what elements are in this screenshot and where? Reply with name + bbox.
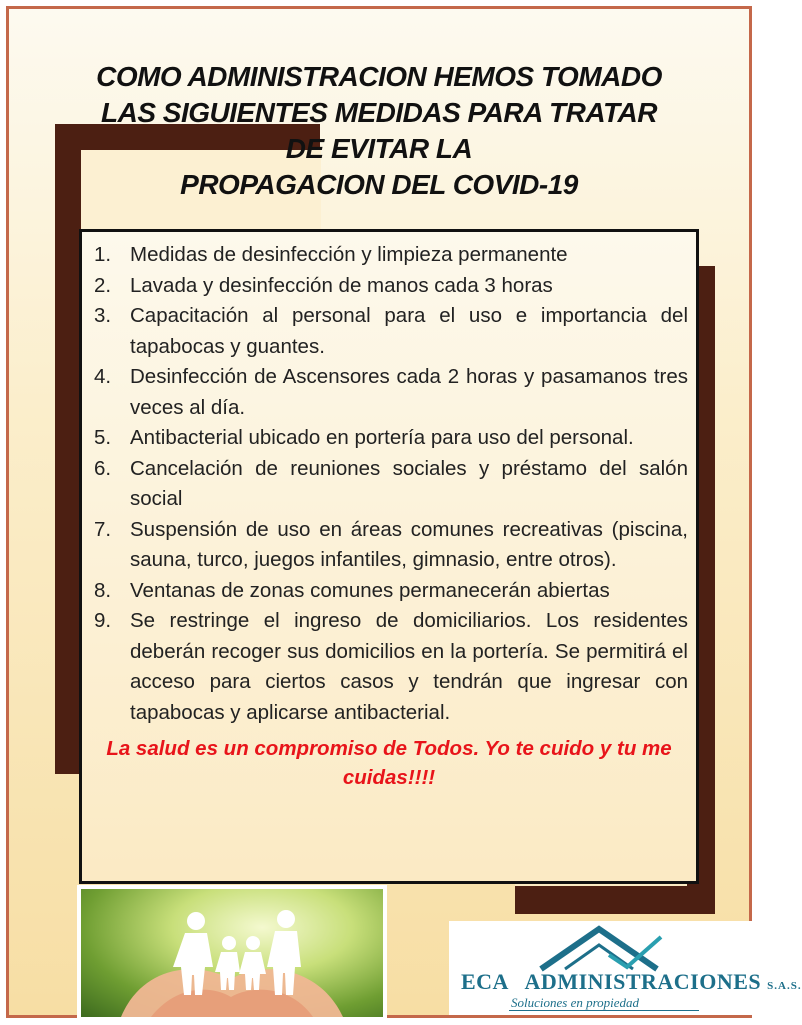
- measures-list: [82, 232, 696, 728]
- company-logo: [449, 921, 802, 1015]
- measure-text: Medidas de desinfección y limpieza permanente: [130, 243, 568, 266]
- logo-suffix: S.A.S.: [767, 980, 802, 992]
- measure-number: 8.: [94, 578, 112, 602]
- logo-brand: ECA: [461, 969, 508, 994]
- measure-item: [94, 240, 688, 271]
- measure-text: Antibacterial ubicado en portería para uso del personal.: [130, 426, 634, 449]
- measure-item: [94, 515, 688, 576]
- measure-item: [94, 271, 688, 302]
- measure-number: 5.: [94, 426, 112, 449]
- logo-name: ADMINISTRACIONES: [524, 969, 762, 994]
- measure-text: Cancelación de reuniones sociales y préstamo del salón social: [130, 456, 688, 510]
- poster-frame: [6, 6, 802, 1018]
- title-line: COMO ADMINISTRACION HEMOS TOMADO: [96, 61, 662, 92]
- measure-number: 9.: [94, 609, 112, 632]
- measure-number: 3.: [94, 304, 112, 327]
- title-line: PROPAGACION DEL COVID-19: [180, 169, 578, 200]
- measure-text: Ventanas de zonas comunes permanecerán abiertas: [130, 578, 610, 602]
- title-line: LAS SIGUIENTES MEDIDAS PARA TRATAR: [101, 97, 657, 128]
- measure-number: 6.: [94, 456, 112, 480]
- measure-item: [94, 606, 688, 728]
- measures-box: [79, 229, 699, 884]
- measure-text: Capacitación al personal para el uso e importancia del tapabocas y guantes.: [130, 304, 688, 358]
- family-in-hands-illustration: [77, 885, 387, 1021]
- closing-message: La salud es un compromiso de Todos. Yo te cuido y tu me cuidas!!!!: [106, 737, 672, 789]
- poster-title: [29, 59, 729, 203]
- measure-item: [94, 423, 688, 454]
- measure-item: [94, 362, 688, 423]
- logo-tagline: Soluciones en propiedad: [511, 995, 640, 1010]
- measure-number: 2.: [94, 273, 112, 297]
- family-hands-icon: [81, 889, 383, 1017]
- measure-item: [94, 454, 688, 515]
- measure-number: 7.: [94, 517, 112, 541]
- measure-text: Suspensión de uso en áreas comunes recreativas (piscina, sauna, turco, juegos infantiles, gimnasio, entre otros).: [130, 517, 688, 571]
- measure-item: [94, 301, 688, 362]
- measure-text: Lavada y desinfección de manos cada 3 horas: [130, 273, 553, 297]
- measure-item: [94, 576, 688, 607]
- measure-number: 4.: [94, 365, 112, 388]
- title-line: DE EVITAR LA: [285, 133, 473, 164]
- measure-text: Desinfección de Ascensores cada 2 horas y pasamanos tres veces al día.: [130, 365, 688, 419]
- measure-number: 1.: [94, 243, 112, 266]
- roof-check-logo-icon: [449, 921, 753, 971]
- logo-underline: [509, 1010, 699, 1011]
- logo-wordmark: [461, 969, 802, 995]
- measure-text: Se restringe el ingreso de domiciliarios. Los residentes deberán recoger sus domicilios en la portería. Se permitirá el acceso para ciertos casos y tendrán que ingresar con tapabocas y aplicarse antibacterial.: [130, 609, 688, 724]
